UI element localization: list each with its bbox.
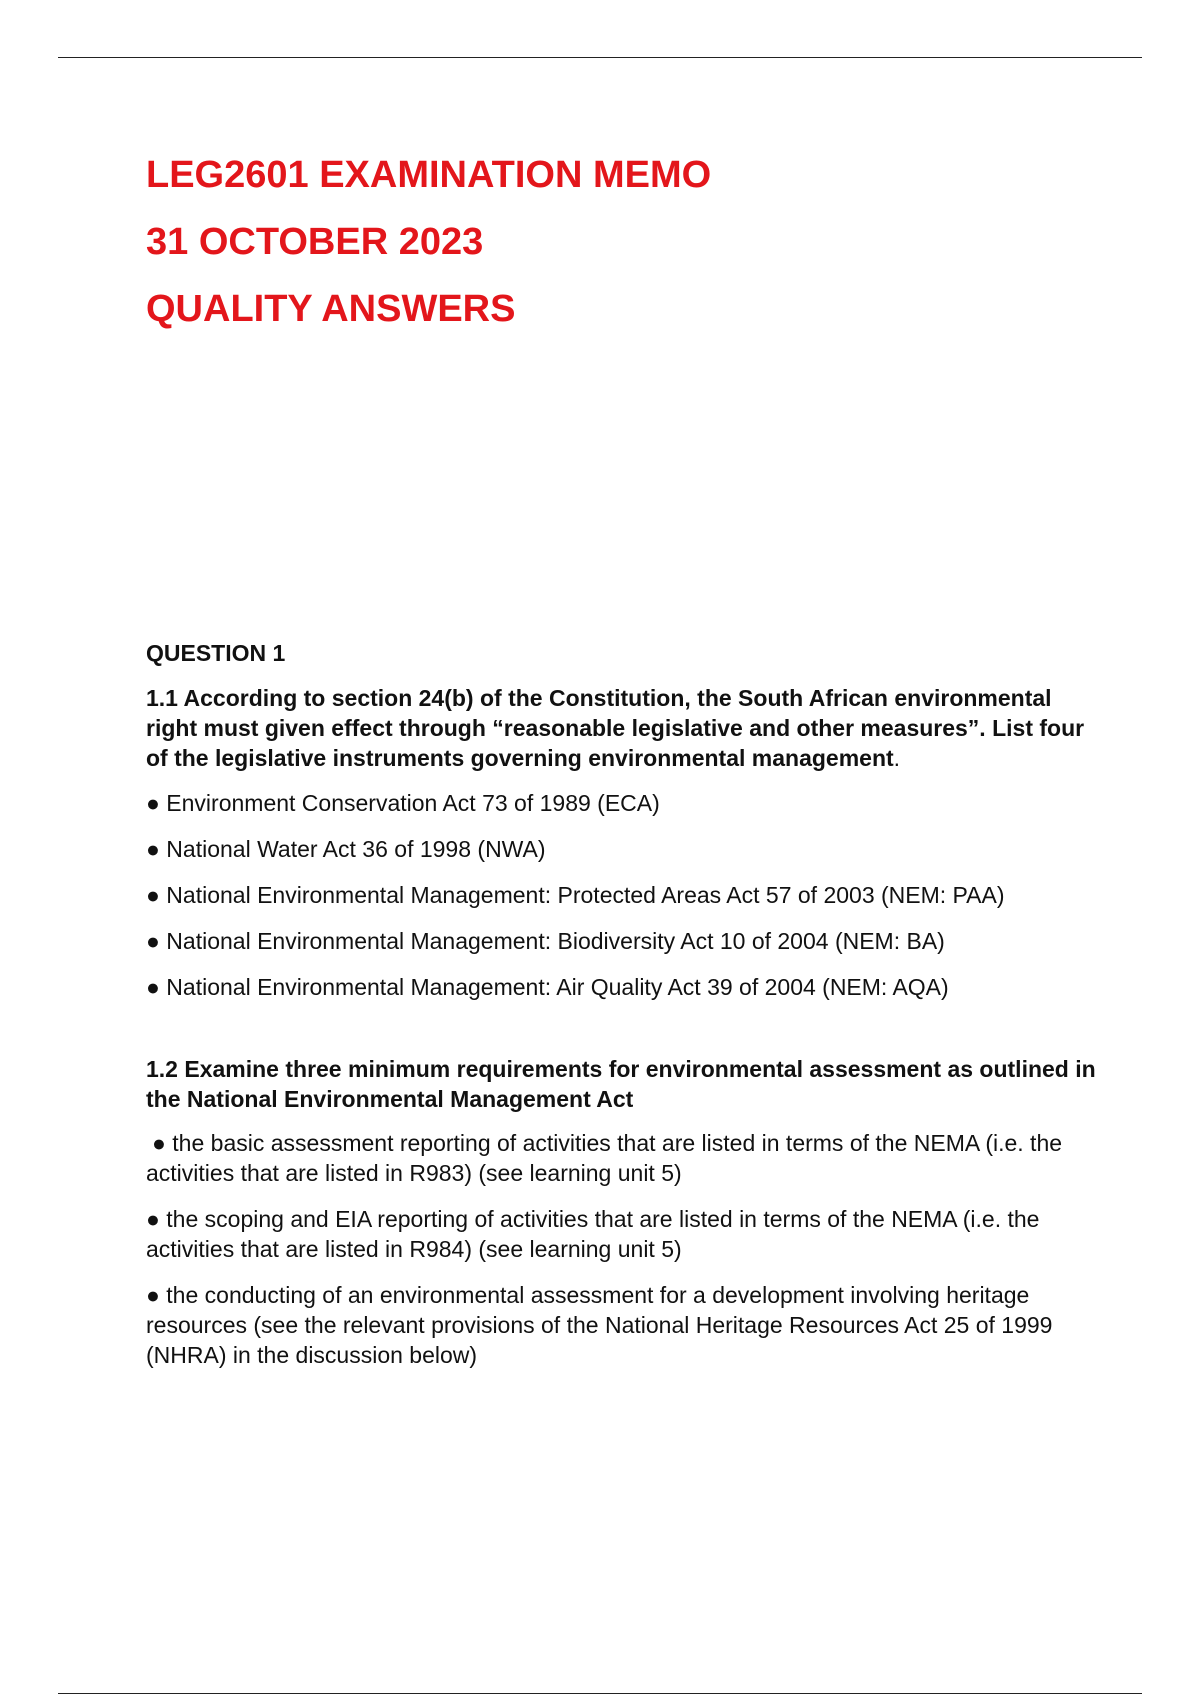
answer-text: Environment Conservation Act 73 of 1989 (ECA) bbox=[166, 790, 660, 816]
answer-text: National Environmental Management: Air Quality Act 39 of 2004 (NEM: AQA) bbox=[166, 974, 949, 1000]
answer-text: National Environmental Management: Protected Areas Act 57 of 2003 (NEM: PAA) bbox=[166, 882, 1005, 908]
bullet-icon: ● bbox=[146, 1282, 160, 1308]
bullet-icon: ● bbox=[146, 836, 160, 862]
answer-item bbox=[146, 880, 1096, 910]
title-line-2: 31 OCTOBER 2023 bbox=[146, 221, 484, 263]
section-spacer bbox=[146, 1018, 1096, 1054]
bullet-icon: ● bbox=[146, 974, 160, 1000]
answer-paragraph bbox=[146, 1204, 1096, 1264]
question-1-1-bold: 1.1 According to section 24(b) of the Constitution, the South African environmental right must given effect through “reasonable legislative and other measures”. List four of the legislative instruments governing environmental management bbox=[146, 685, 1085, 771]
bullet-icon: ● bbox=[146, 928, 160, 954]
answer-text: National Environmental Management: Biodiversity Act 10 of 2004 (NEM: BA) bbox=[166, 928, 945, 954]
top-rule bbox=[58, 57, 1142, 58]
answer-text: the conducting of an environmental assessment for a development involving heritage resources (see the relevant provisions of the National Heritage Resources Act 25 of 1999 (NHRA) in the discussion below) bbox=[146, 1282, 1053, 1368]
title-line-1: LEG2601 EXAMINATION MEMO bbox=[146, 154, 712, 196]
document-title bbox=[146, 142, 711, 343]
title-line-3: QUALITY ANSWERS bbox=[146, 288, 516, 330]
answer-item bbox=[146, 788, 1096, 818]
question-1-1-text bbox=[146, 683, 1096, 773]
answer-paragraph bbox=[146, 1280, 1096, 1370]
question-heading: QUESTION 1 bbox=[146, 640, 286, 666]
bottom-rule bbox=[58, 1693, 1142, 1694]
question-1-1-tail: . bbox=[893, 745, 901, 771]
answer-text: National Water Act 36 of 1998 (NWA) bbox=[166, 836, 546, 862]
answer-item bbox=[146, 972, 1096, 1002]
answer-text: the basic assessment reporting of activities that are listed in terms of the NEMA (i.e. the activities that are listed in R983) (see learning unit 5) bbox=[146, 1130, 1063, 1186]
question-1-section bbox=[146, 638, 1096, 1386]
answer-item bbox=[146, 926, 1096, 956]
answer-item bbox=[146, 834, 1096, 864]
bullet-icon: ● bbox=[146, 1206, 160, 1232]
bullet-icon: ● bbox=[146, 790, 160, 816]
question-1-2-text: 1.2 Examine three minimum requirements for environmental assessment as outlined in the National Environmental Management Act bbox=[146, 1056, 1096, 1112]
answer-text: the scoping and EIA reporting of activities that are listed in terms of the NEMA (i.e. the activities that are listed in R984) (see learning unit 5) bbox=[146, 1206, 1040, 1262]
bullet-icon: ● bbox=[146, 882, 160, 908]
answer-paragraph bbox=[146, 1128, 1096, 1188]
bullet-icon: ● bbox=[152, 1130, 166, 1156]
